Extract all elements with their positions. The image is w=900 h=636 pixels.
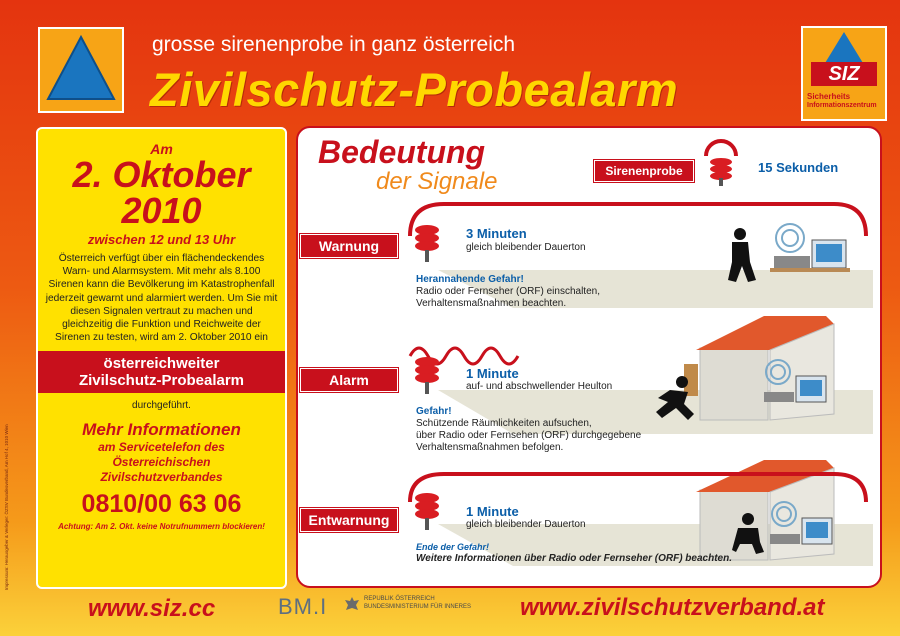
siren-icon xyxy=(410,220,444,264)
header-subtitle: grosse sirenenprobe in ganz österreich xyxy=(152,33,516,56)
alarm-text2: über Radio oder Fernsehen (ORF) durchgegebene xyxy=(416,430,642,441)
triangle-icon xyxy=(40,29,122,111)
more-info-line3: Zivilschutzverbandes xyxy=(100,470,223,485)
am-label: Am xyxy=(150,141,173,157)
sitting-person-icon xyxy=(730,512,766,556)
entwarnung-tone: gleich bleibender Dauerton xyxy=(466,519,586,530)
warnung-text1: Radio oder Fernseher (ORF) einschalten, xyxy=(416,286,600,297)
warnung-tone: gleich bleibender Dauerton xyxy=(466,242,586,253)
more-info-line2: Österreichischen xyxy=(112,455,211,470)
durchgefuehrt: durchgeführt. xyxy=(132,400,191,412)
siz-line1: Sicherheits xyxy=(807,92,851,101)
sirenenprobe-tag: Sirenenprobe xyxy=(594,160,694,182)
siren-icon xyxy=(410,488,444,532)
warnung-tag: Warnung xyxy=(300,234,398,258)
banner-line1: österreichweiter xyxy=(103,355,220,373)
bmi-text: BM.I xyxy=(278,594,328,619)
signals-title: Bedeutung xyxy=(318,134,486,170)
siz-line2: Informationszentrum xyxy=(807,102,877,109)
banner-line2: Zivilschutz-Probealarm xyxy=(78,372,245,390)
entwarnung-duration: 1 Minute xyxy=(466,504,519,519)
signals-subtitle: der Signale xyxy=(376,168,498,195)
entwarnung-head: Ende der Gefahr! xyxy=(416,542,490,552)
running-person-icon xyxy=(648,374,700,426)
alarm-text1: Schützende Räumlichkeiten aufsuchen, xyxy=(416,418,592,429)
signals-panel xyxy=(296,126,882,588)
warnung-text2: Verhaltensmaßnahmen beachten. xyxy=(416,298,567,309)
phone-number: 0810/00 63 06 xyxy=(81,490,242,519)
radio-tv-icon xyxy=(766,498,836,558)
radio-tv-icon xyxy=(760,356,830,418)
bmi-line1: REPUBLIK ÖSTERREICH xyxy=(364,596,435,602)
alarm-tone: auf- und abschwellender Heulton xyxy=(466,381,613,392)
walking-person-icon xyxy=(718,226,758,286)
bmi-logo xyxy=(278,594,327,620)
radio-tv-icon xyxy=(766,220,856,282)
info-panel xyxy=(36,127,287,589)
alarm-duration: 1 Minute xyxy=(466,366,519,381)
eagle-crest-icon xyxy=(344,596,360,612)
entwarnung-tag: Entwarnung xyxy=(300,508,398,532)
warnung-duration: 3 Minuten xyxy=(466,226,527,241)
siz-letters: SIZ xyxy=(811,62,877,86)
imprint: Impressum: Herausgeber & Verleger: ÖZSV Bundesverband, Am Hof 4, 1010 Wien xyxy=(4,424,9,590)
alarm-text3: Verhaltensmaßnahmen befolgen. xyxy=(416,442,564,453)
siz-logo xyxy=(801,26,887,121)
siren-icon xyxy=(410,352,444,396)
body-text: Österreich verfügt über ein flächendeckendes Warn- und Alarmsystem. Mit mehr als 8.100 Sirenen kann die Bevölkerung im Katastrophenfall jederzeit gewarnt und alarmiert werden. Um Sie mit diesen Signalen vertraut zu machen und gleichzeitig die Funktion und Reichweite der Sirenen zu testen, wird am 2. Oktober 2010 ein xyxy=(45,253,278,344)
alarm-head: Gefahr! xyxy=(416,406,452,417)
more-info-title: Mehr Informationen xyxy=(82,420,241,440)
warning-note: Achtung: Am 2. Okt. keine Notrufnummern blockieren! xyxy=(58,522,265,532)
siz-url[interactable]: www.siz.cc xyxy=(88,595,216,622)
date-line1: 2. Oktober xyxy=(72,154,251,195)
date-line2: 2010 xyxy=(121,190,202,231)
more-info-line1: am Servicetelefon des xyxy=(98,440,225,455)
entwarnung-text1: Weitere Informationen über Radio oder Fernseher (ORF) beachten. xyxy=(416,553,732,564)
time-range: zwischen 12 und 13 Uhr xyxy=(87,232,236,247)
alarm-tag: Alarm xyxy=(300,368,398,392)
page-title: Zivilschutz-Probealarm xyxy=(150,63,679,116)
warnung-head: Herannahende Gefahr! xyxy=(416,274,524,285)
zivilschutz-logo xyxy=(38,27,124,113)
zivilschutzverband-url[interactable]: www.zivilschutzverband.at xyxy=(520,594,825,621)
sirenenprobe-duration: 15 Sekunden xyxy=(758,160,839,175)
bmi-line2: BUNDESMINISTERIUM FÜR INNERES xyxy=(364,604,472,610)
banner xyxy=(38,351,285,393)
